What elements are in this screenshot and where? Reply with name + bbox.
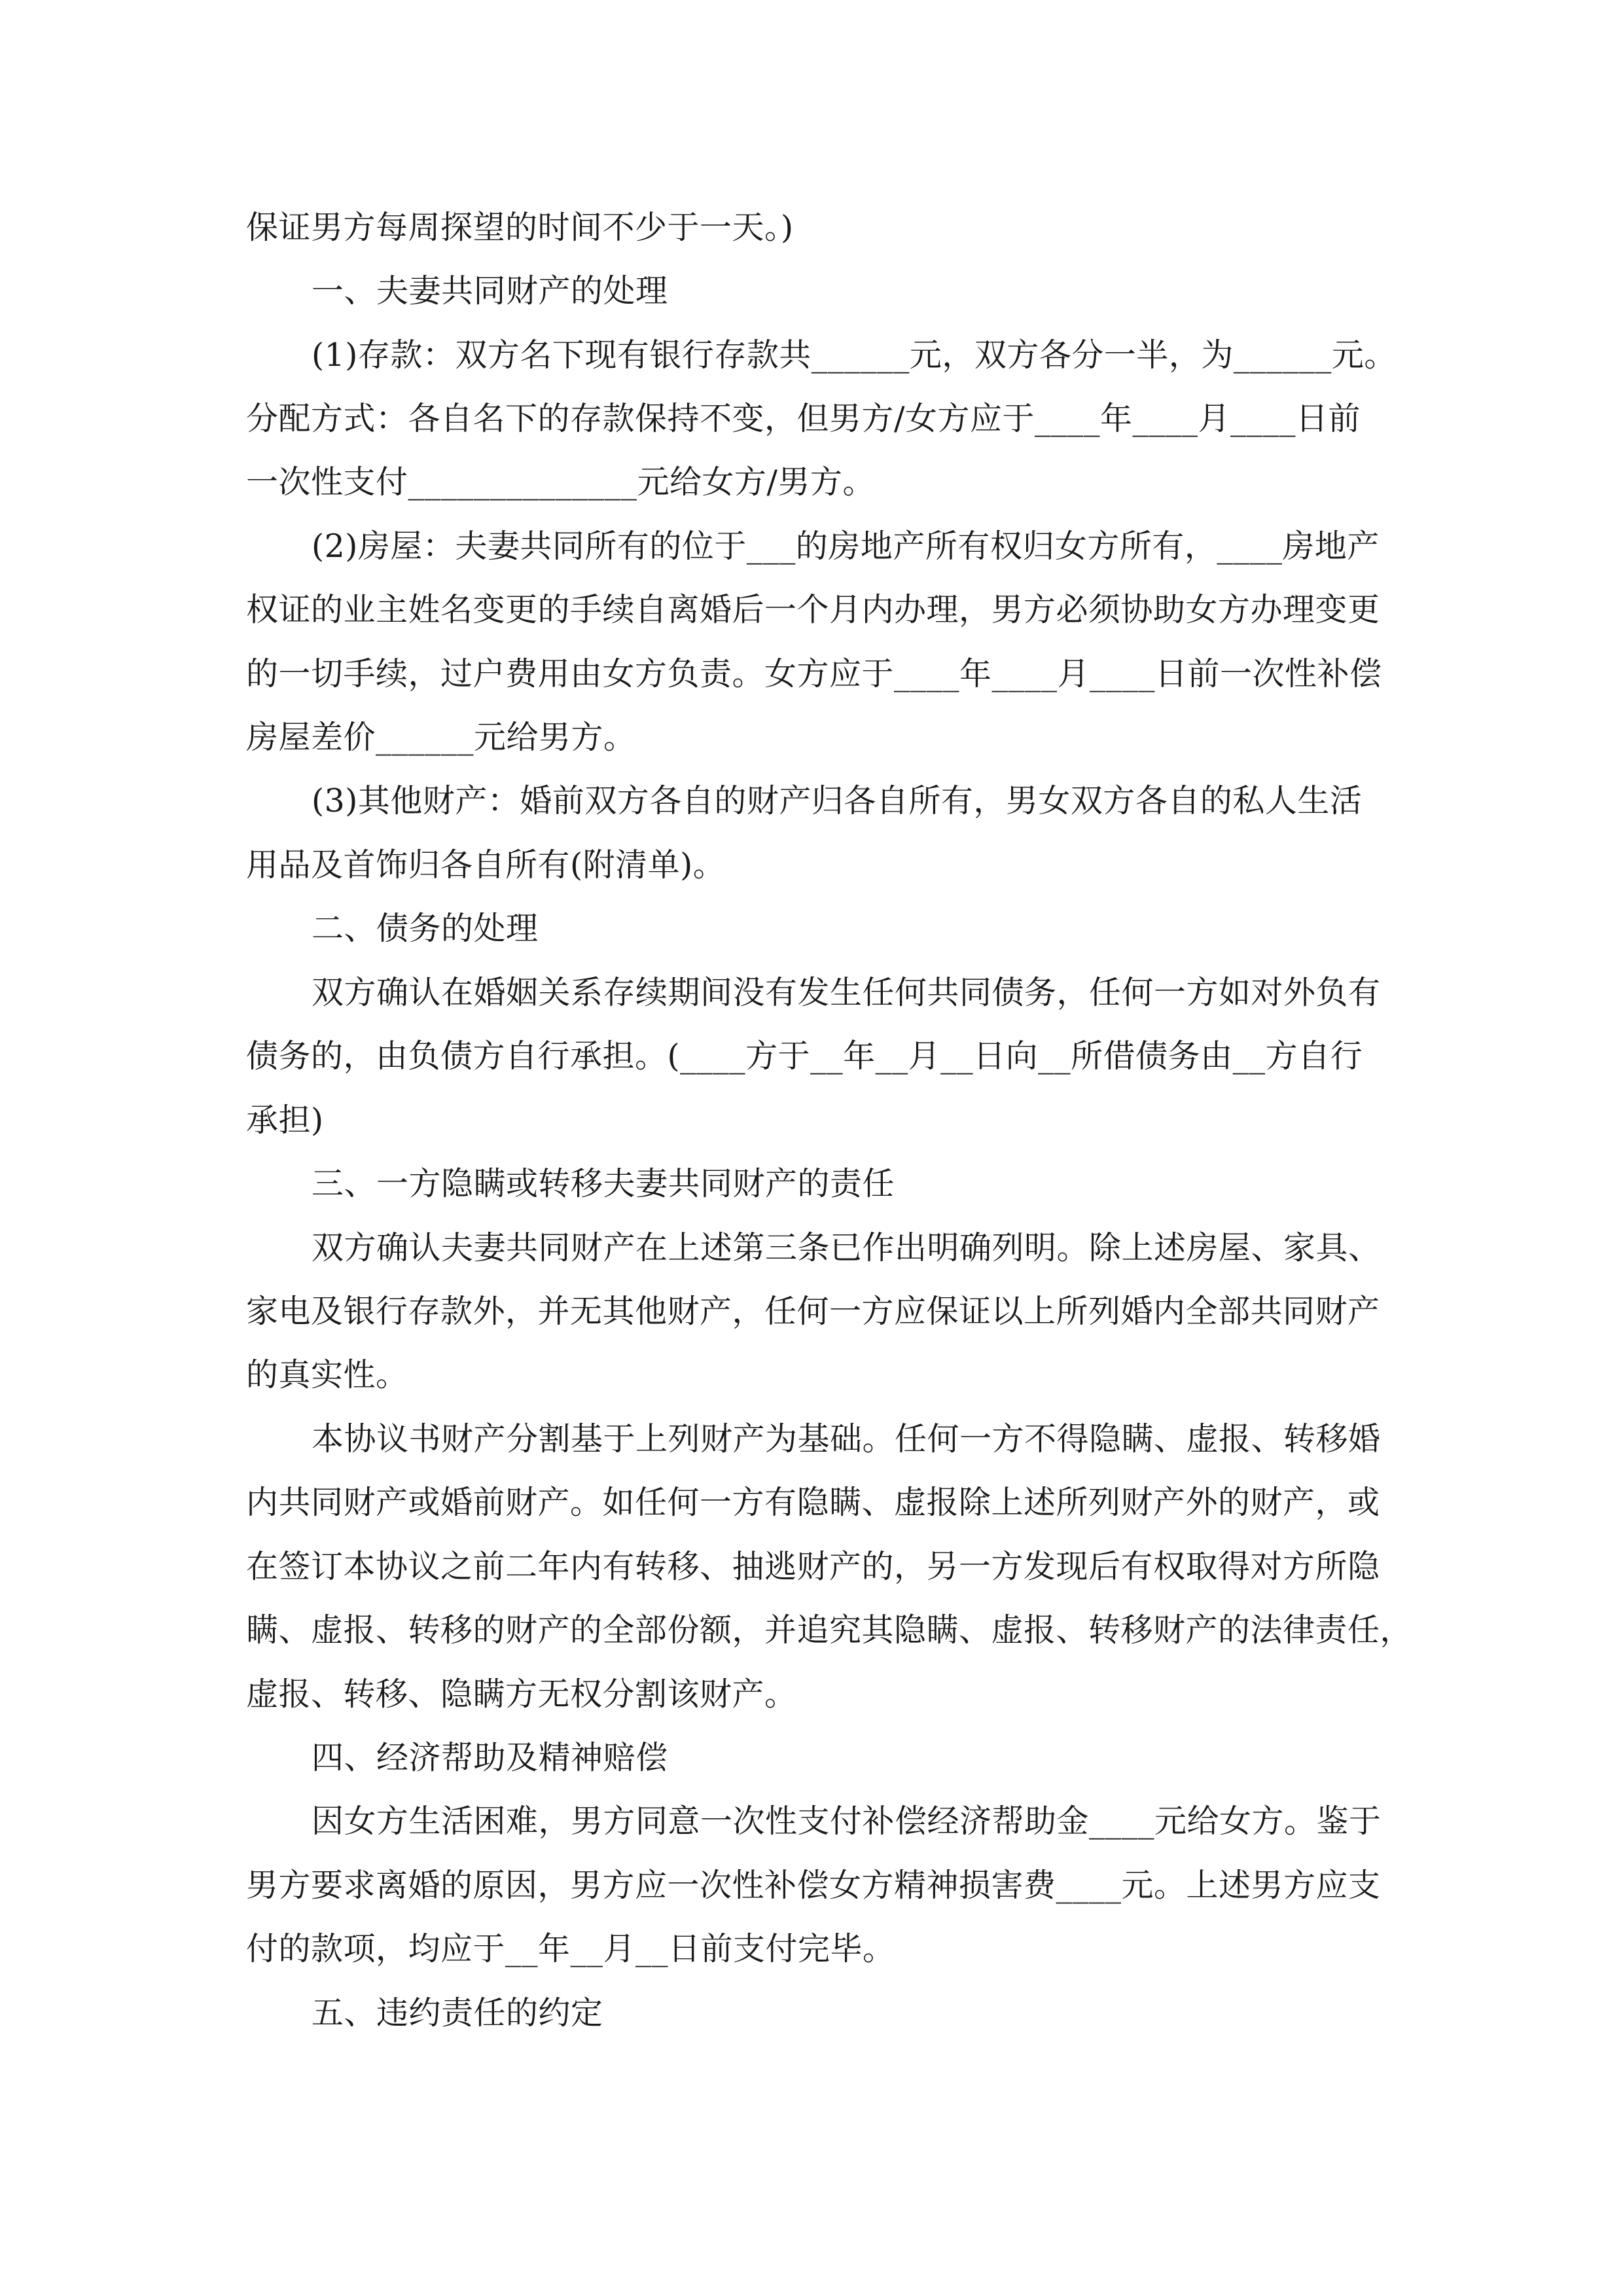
paragraph-line: 男方要求离婚的原因，男方应一次性补偿女方精神损害费____元。上述男方应支	[246, 1867, 1381, 1904]
paragraph-line: 在签订本协议之前二年内有转移、抽逃财产的，另一方发现后有权取得对方所隐	[246, 1548, 1380, 1585]
paragraph-line: 付的款项，均应于__年__月__日前支付完毕。	[246, 1930, 895, 1967]
paragraph-line: 承担)	[246, 1102, 324, 1139]
paragraph-line: 债务的，由负债方自行承担。(____方于__年__月__日向__所借债务由__方自行	[246, 1037, 1363, 1075]
paragraph-line: 权证的业主姓名变更的手续自离婚后一个月内办理，男方必须协助女方办理变更	[246, 591, 1380, 628]
paragraph-line: 的一切手续，过户费用由女方负责。女方应于____年____月____日前一次性补偿	[246, 655, 1382, 692]
paragraph-line: (3)其他财产：婚前双方各自的财产归各自所有，男女双方各自的私人生活	[312, 782, 1363, 819]
paragraph-line: 分配方式：各自名下的存款保持不变，但男方/女方应于____年____月____日前	[246, 400, 1361, 437]
paragraph-line: 因女方生活困难，男方同意一次性支付补偿经济帮助金____元给女方。鉴于	[312, 1803, 1382, 1840]
paragraph-line: 双方确认夫妻共同财产在上述第三条已作出明确列明。除上述房屋、家具、	[312, 1229, 1381, 1266]
paragraph-line: 房屋差价______元给男方。	[246, 719, 636, 756]
paragraph-line: 一次性支付______________元给女方/男方。	[246, 463, 876, 501]
paragraph-line: 内共同财产或婚前财产。如任何一方有隐瞒、虚报除上述所列财产外的财产，或	[246, 1484, 1380, 1521]
section-heading: 四、经济帮助及精神赔偿	[312, 1739, 668, 1776]
paragraph-line: (2)房屋：夫妻共同所有的位于___的房地产所有权归女方所有，____房地产	[312, 528, 1380, 565]
paragraph-line: 保证男方每周探望的时间不少于一天。)	[246, 209, 794, 246]
section-heading: 五、违约责任的约定	[312, 1994, 603, 2032]
paragraph-line: 虚报、转移、隐瞒方无权分割该财产。	[246, 1676, 797, 1713]
paragraph-line: 用品及首饰归各自所有(附清单)。	[246, 846, 726, 884]
section-heading: 三、一方隐瞒或转移夫妻共同财产的责任	[312, 1165, 895, 1202]
paragraph-line: (1)存款：双方名下现有银行存款共______元，双方各分一半，为______元。	[312, 336, 1397, 374]
paragraph-line: 瞒、虚报、转移的财产的全部份额，并追究其隐瞒、虚报、转移财产的法律责任，	[246, 1611, 1413, 1649]
section-heading: 二、债务的处理	[312, 910, 539, 947]
paragraph-line: 家电及银行存款外，并无其他财产，任何一方应保证以上所列婚内全部共同财产	[246, 1293, 1380, 1330]
paragraph-line: 的真实性。	[246, 1356, 408, 1393]
paragraph-line: 本协议书财产分割基于上列财产为基础。任何一方不得隐瞒、虚报、转移婚	[312, 1420, 1381, 1458]
section-heading: 一、夫妻共同财产的处理	[312, 272, 668, 310]
paragraph-line: 双方确认在婚姻关系存续期间没有发生任何共同债务，任何一方如对外负有	[312, 974, 1381, 1011]
